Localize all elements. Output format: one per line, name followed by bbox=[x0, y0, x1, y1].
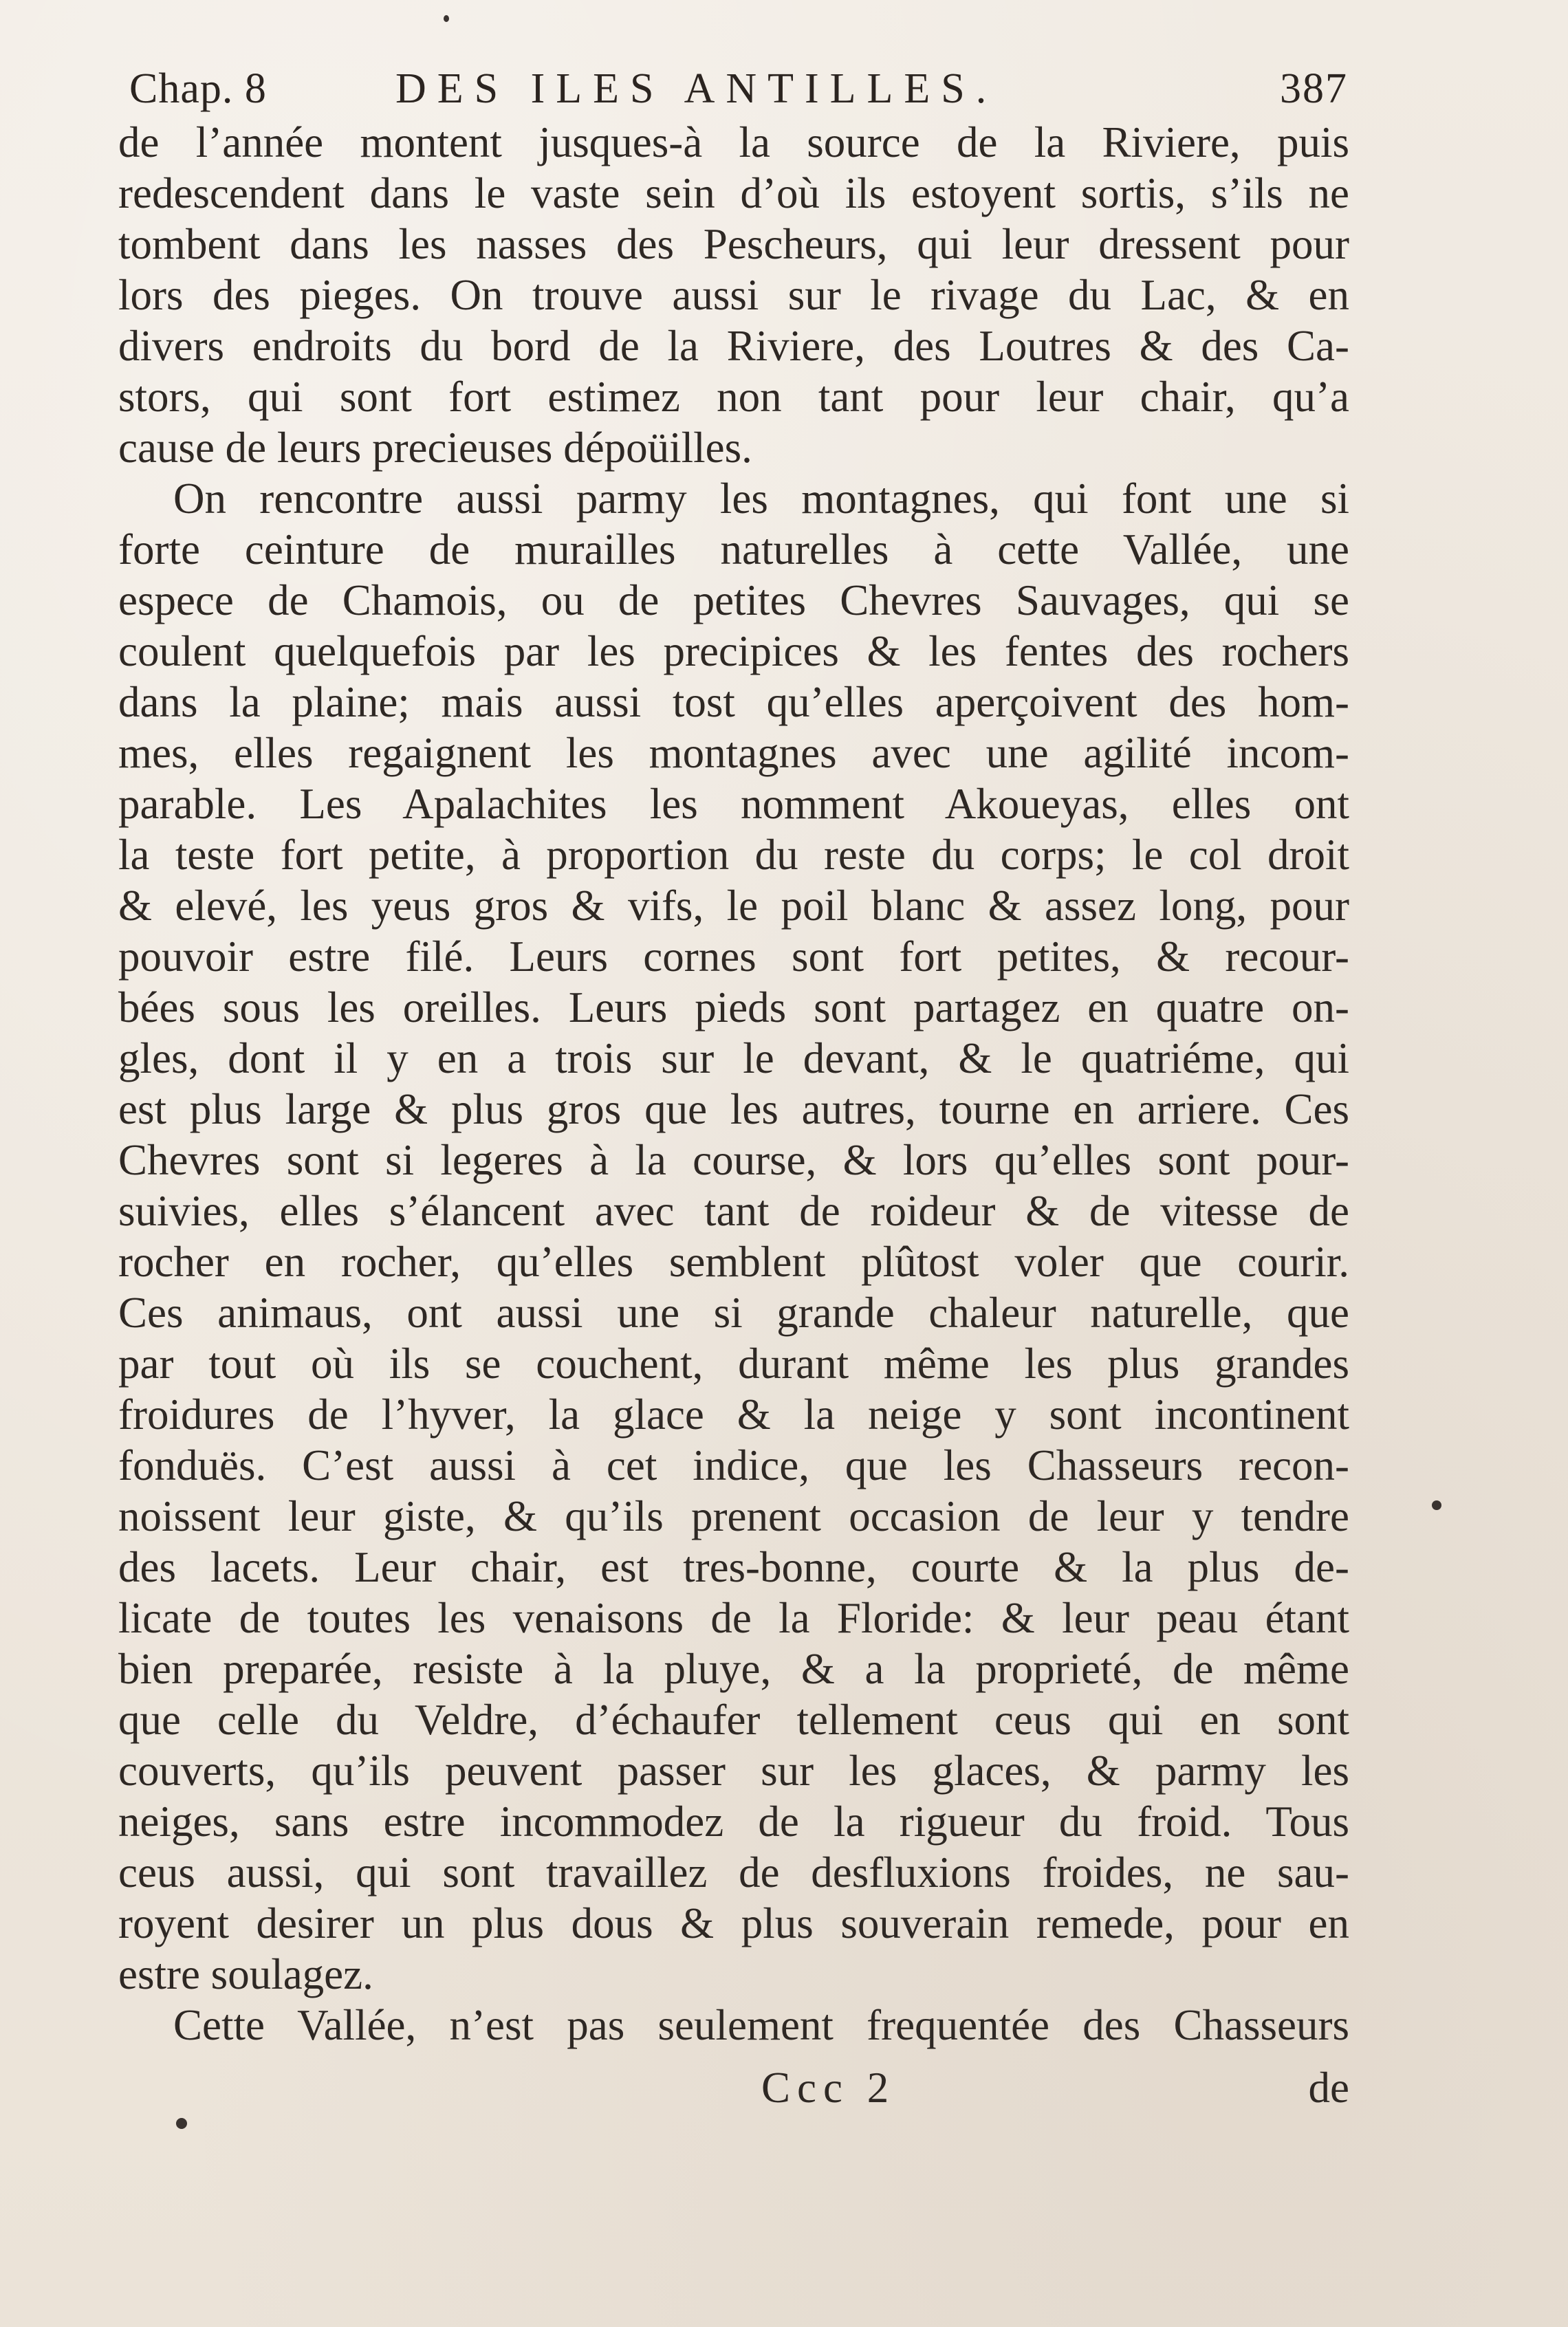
text-line: froidures de l’hyver, la glace & la neige y sont incontinent bbox=[118, 1390, 1349, 1439]
text-line: rocher en rocher, qu’elles semblent plûtost voler que courir. bbox=[118, 1238, 1349, 1286]
text-line: forte ceinture de murailles naturelles à cette Vallée, une bbox=[118, 525, 1349, 573]
text-line: des lacets. Leur chair, est tres-bonne, courte & la plus de- bbox=[118, 1543, 1349, 1591]
text-line: pouvoir estre filé. Leurs cornes sont fort petites, & recour- bbox=[118, 932, 1349, 981]
text-line: stors, qui sont fort estimez non tant pour leur chair, qu’a bbox=[118, 373, 1349, 421]
paragraph-start: On rencontre aussi parmy les montagnes, qui font une si bbox=[173, 474, 1349, 523]
page-footer bbox=[118, 2063, 1349, 2118]
page-number: 387 bbox=[1280, 65, 1348, 112]
text-line: tombent dans les nasses des Pescheurs, qui leur dressent pour bbox=[118, 220, 1349, 268]
text-line: noissent leur giste, & qu’ils prenent occasion de leur y tendre bbox=[118, 1492, 1349, 1540]
text-line: estre soulagez. bbox=[118, 1950, 373, 1998]
text-line: mes, elles regaignent les montagnes avec une agilité incom- bbox=[118, 729, 1349, 777]
text-line: cause de leurs precieuses dépoüilles. bbox=[118, 424, 752, 472]
text-line: divers endroits du bord de la Riviere, des Loutres & des Ca- bbox=[118, 322, 1349, 370]
body-text bbox=[118, 117, 1349, 2051]
text-line: Ces animaus, ont aussi une si grande chaleur naturelle, que bbox=[118, 1289, 1349, 1337]
text-line: la teste fort petite, à proportion du reste du corps; le col droit bbox=[118, 831, 1349, 879]
text-line: & elevé, les yeus gros & vifs, le poil blanc & assez long, pour bbox=[118, 882, 1349, 930]
text-line: redescendent dans le vaste sein d’où ils estoyent sortis, s’ils ne bbox=[118, 169, 1349, 217]
running-header bbox=[124, 59, 1348, 121]
text-line: de l’année montent jusques-à la source de la Riviere, puis bbox=[118, 118, 1349, 166]
catchword: de bbox=[1308, 2064, 1349, 2112]
text-line: licate de toutes les venaisons de la Floride: & leur peau étant bbox=[118, 1594, 1349, 1642]
text-line: gles, dont il y en a trois sur le devant, & le quatriéme, qui bbox=[118, 1034, 1349, 1082]
ink-speck bbox=[1432, 1500, 1441, 1510]
text-line: suivies, elles s’élancent avec tant de roideur & de vitesse de bbox=[118, 1187, 1349, 1235]
text-line: royent desirer un plus dous & plus souverain remede, pour en bbox=[118, 1899, 1349, 1947]
text-line: par tout où ils se couchent, durant même les plus grandes bbox=[118, 1340, 1349, 1388]
text-line: neiges, sans estre incommodez de la rigueur du froid. Tous bbox=[118, 1798, 1349, 1846]
text-line: fonduës. C’est aussi à cet indice, que les Chasseurs recon- bbox=[118, 1441, 1349, 1489]
text-line: espece de Chamois, ou de petites Chevres Sauvages, qui se bbox=[118, 576, 1349, 624]
text-line: que celle du Veldre, d’échaufer tellement ceus qui en sont bbox=[118, 1696, 1349, 1744]
text-line: ceus aussi, qui sont travaillez de desfluxions froides, ne sau- bbox=[118, 1848, 1349, 1897]
text-line: Chevres sont si legeres à la course, & lors qu’elles sont pour- bbox=[118, 1136, 1349, 1184]
ink-speck bbox=[176, 2118, 187, 2129]
text-line: bées sous les oreilles. Leurs pieds sont partagez en quatre on- bbox=[118, 983, 1349, 1031]
text-line: coulent quelquefois par les precipices & les fentes des rochers bbox=[118, 627, 1349, 675]
paragraph-start: Cette Vallée, n’est pas seulement frequentée des Chasseurs bbox=[173, 2001, 1349, 2049]
text-line: couverts, qu’ils peuvent passer sur les glaces, & parmy les bbox=[118, 1747, 1349, 1795]
text-line: parable. Les Apalachites les nomment Akoueyas, elles ont bbox=[118, 780, 1349, 828]
signature-mark: Ccc 2 bbox=[761, 2064, 896, 2112]
text-line: bien preparée, resiste à la pluye, & a la proprieté, de même bbox=[118, 1645, 1349, 1693]
ink-speck bbox=[444, 15, 449, 22]
text-line: dans la plaine; mais aussi tost qu’elles aperçoivent des hom- bbox=[118, 678, 1349, 726]
running-title: DES ILES ANTILLES. bbox=[395, 65, 998, 112]
text-line: est plus large & plus gros que les autres, tourne en arriere. Ces bbox=[118, 1085, 1349, 1133]
chapter-label: Chap. 8 bbox=[129, 65, 267, 112]
text-line: lors des pieges. On trouve aussi sur le rivage du Lac, & en bbox=[118, 271, 1349, 319]
